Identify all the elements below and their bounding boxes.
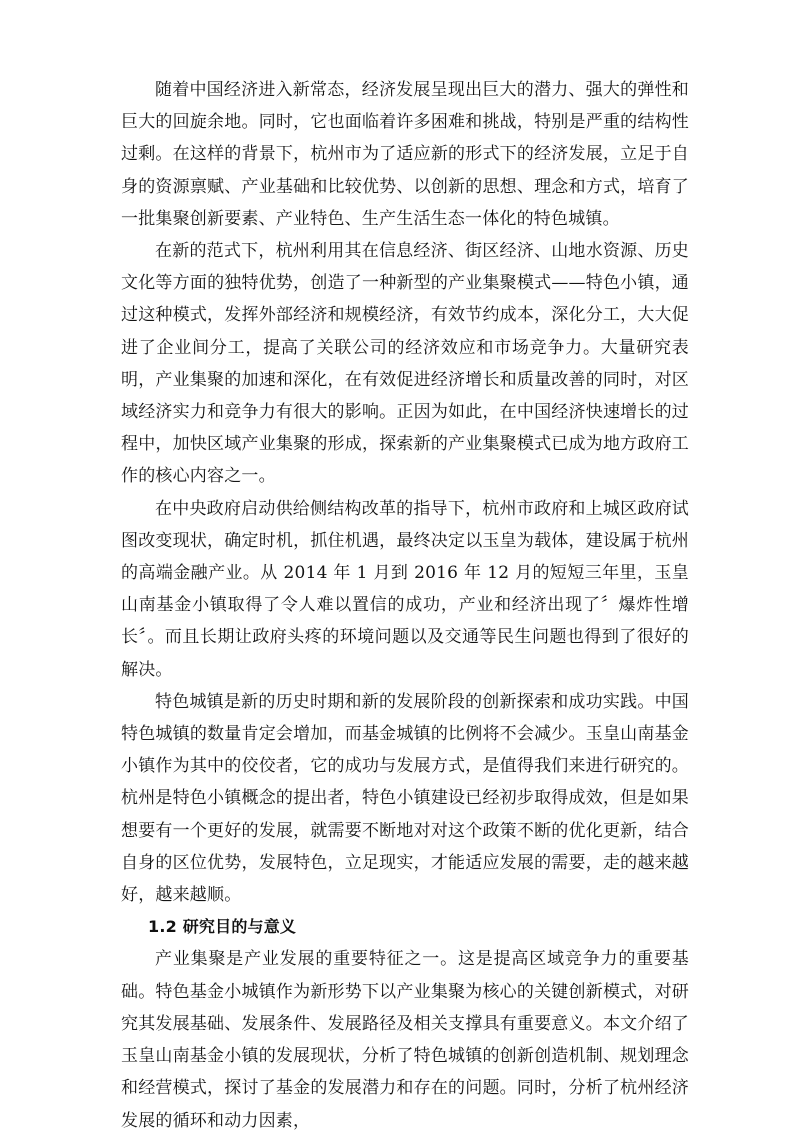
- body-text: [121, 74, 689, 1137]
- paragraph-characteristic-towns: 特色城镇是新的历史时期和新的发展阶段的创新探索和成功实践。中国特色城镇的数量肯定会增加，而基金城镇的比例将不会减少。玉皇山南基金小镇作为其中的佼佼者，它的成功与发展方式，是值得我们来进行研究的。杭州是特色小镇概念的提出者，特色小镇建设已经初步取得成效，但是如果想要有一个更好的发展，就需要不断地对对这个政策不断的优化更新，结合自身的区位优势，发展特色，立足现实，才能适应发展的需要，走的越来越好，越来越顺。: [121, 691, 689, 906]
- paragraph-research-significance: 产业集聚是产业发展的重要特征之一。这是提高区域竞争力的重要基础。特色基金小城镇作为新形势下以产业集聚为核心的关键创新模式，对研究其发展基础、发展条件、发展路径及相关支撑具有重要意义。本文介绍了玉皇山南基金小镇的发展现状，分析了特色城镇的创新创造机制、规划理念和经营模式，探讨了基金的发展潜力和存在的问题。同时，分析了杭州经济发展的循环和动力因素，: [121, 949, 689, 1131]
- section-heading: 1.2 研究目的与意义: [148, 917, 297, 937]
- paragraph-new-normal-background: 随着中国经济进入新常态，经济发展呈现出巨大的潜力、强大的弹性和巨大的回旋余地。同时，它也面临着许多困难和挑战，特别是严重的结构性过剩。在这样的背景下，杭州市为了适应新的形式下的经济发展，立足于自身的资源禀赋、产业基础和比较优势、以创新的思想、理念和方式，培育了一批集聚创新要素、产业特色、生产生活生态一体化的特色城镇。: [121, 80, 689, 229]
- paragraph-industrial-cluster-model: 在新的范式下，杭州利用其在信息经济、街区经济、山地水资源、历史文化等方面的独特优势，创造了一种新型的产业集聚模式——特色小镇，通过这种模式，发挥外部经济和规模经济，有效节约成本，深化分工，大大促进了企业间分工，提高了关联公司的经济效应和市场竞争力。大量研究表明，产业集聚的加速和深化，在有效促进经济增长和质量改善的同时，对区域经济实力和竞争力有很大的影响。正因为如此，在中国经济快速增长的过程中，加快区域产业集聚的形成，探索新的产业集聚模式已成为地方政府工作的核心内容之一。: [121, 241, 689, 487]
- paragraph-supply-side-reform: 在中央政府启动供给侧结构改革的指导下，杭州市政府和上城区政府试图改变现状，确定时机，抓住机遇，最终决定以玉皇为载体，建设属于杭州的高端金融产业。从 2014 年 1 月到 2016 年 12 月的短短三年里，玉皇山南基金小镇取得了令人难以置信的成功，产业和经济出现了〞爆炸性增长〞。而且长期让政府头疼的环境问题以及交通等民生问题也得到了很好的解决。: [121, 498, 689, 680]
